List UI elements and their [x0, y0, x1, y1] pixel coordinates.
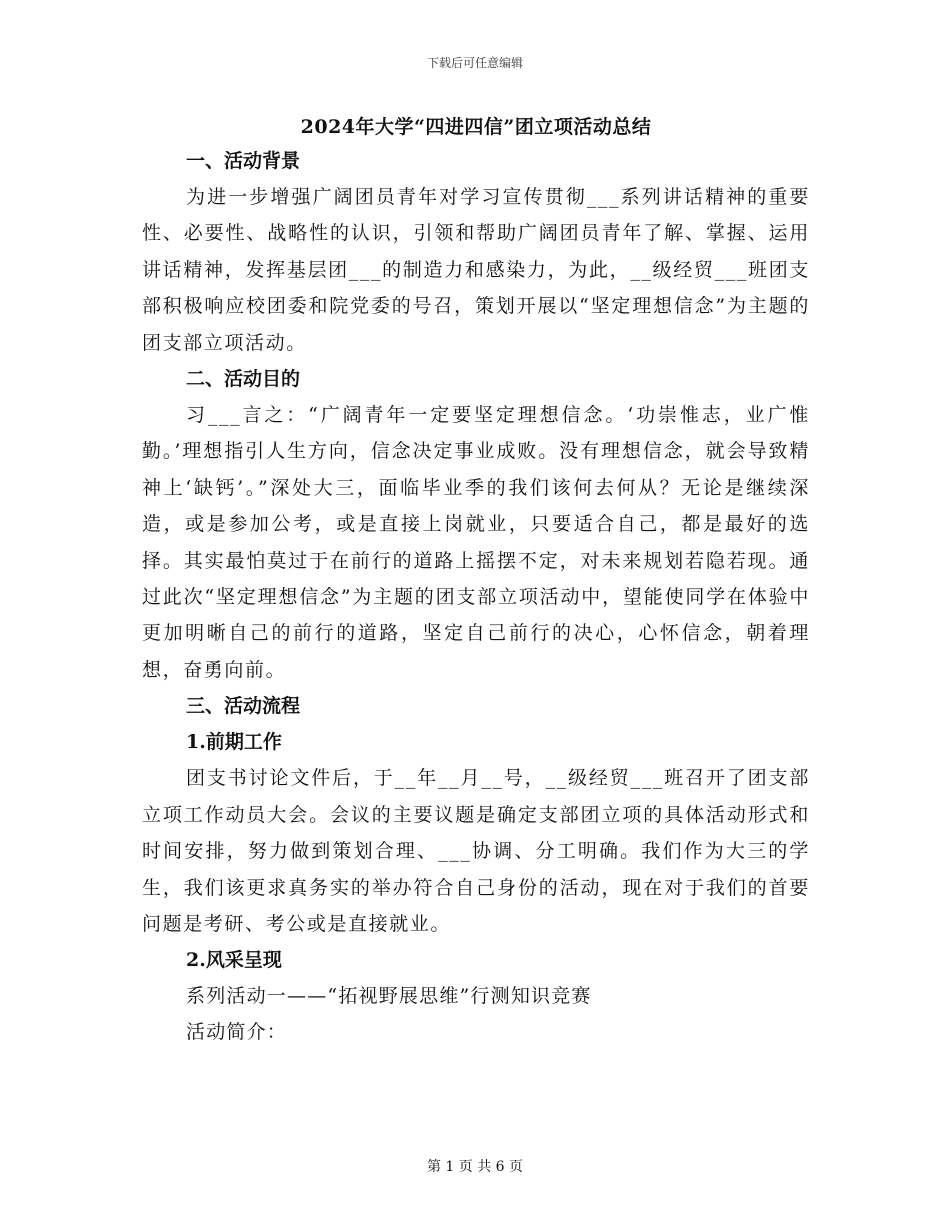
page-footer: 第 1 页 共 6 页 [426, 1159, 524, 1175]
section-heading-process: 三、活动流程 [186, 695, 301, 718]
header-note: 下载后可任意编辑 [426, 56, 523, 70]
document-title: 2024年大学“四进四信”团立项活动总结 [300, 116, 652, 138]
activity-intro-line: 活动简介： [186, 1021, 288, 1044]
activity-series-line: 系列活动一——“拓视野展思维”行测知识竞赛 [186, 985, 592, 1008]
section-heading-background: 一、活动背景 [186, 150, 301, 172]
section-body-background: 为进一步增强广阔团员青年对学习宣传贯彻___系列讲话精神的重要性、必要性、战略性的认识，引领和帮助广阔团员青年了解、掌握、运用讲话精神，发挥基层团___的制造力和感染力，为此，__级经贸___班团支部积极响应校团委和院党委的号召，策划开展以“坚定理想信念”为主题的团支部立项活动。 [142, 186, 810, 354]
section-body-purpose: 习___言之：“广阔青年一定要坚定理想信念。‘功崇惟志，业广惟勤。’理想指引人生方向，信念决定事业成败。没有理想信念，就会导致精神上‘缺钙’。”深处大三，面临毕业季的我们该何去何从？无论是继续深造，或是参加公考，或是直接上岗就业，只要适合自己，都是最好的选择。其实最怕莫过于在前行的道路上摇摆不定，对未来规划若隐若现。通过此次“坚定理想信念”为主题的团支部立项活动中，望能使同学在体验中更加明晰自己的前行的道路，坚定自己前行的决心，心怀信念，朝着理想，奋勇向前。 [142, 404, 810, 681]
subsection-body-preparation: 团支书讨论文件后，于__年__月__号，__级经贸___班召开了团支部立项工作动员大会。会议的主要议题是确定支部团立项的具体活动形式和时间安排，努力做到策划合理、___协调、分工明确。我们作为大三的学生，我们该更求真务实的举办符合自己身份的活动，现在对于我们的首要问题是考研、考公或是直接就业。 [142, 767, 810, 935]
section-heading-purpose: 二、活动目的 [186, 368, 301, 391]
subsection-heading-preparation: 1.前期工作 [186, 731, 282, 754]
document-body [142, 112, 810, 1050]
subsection-heading-showcase: 2.风采呈现 [186, 949, 282, 972]
